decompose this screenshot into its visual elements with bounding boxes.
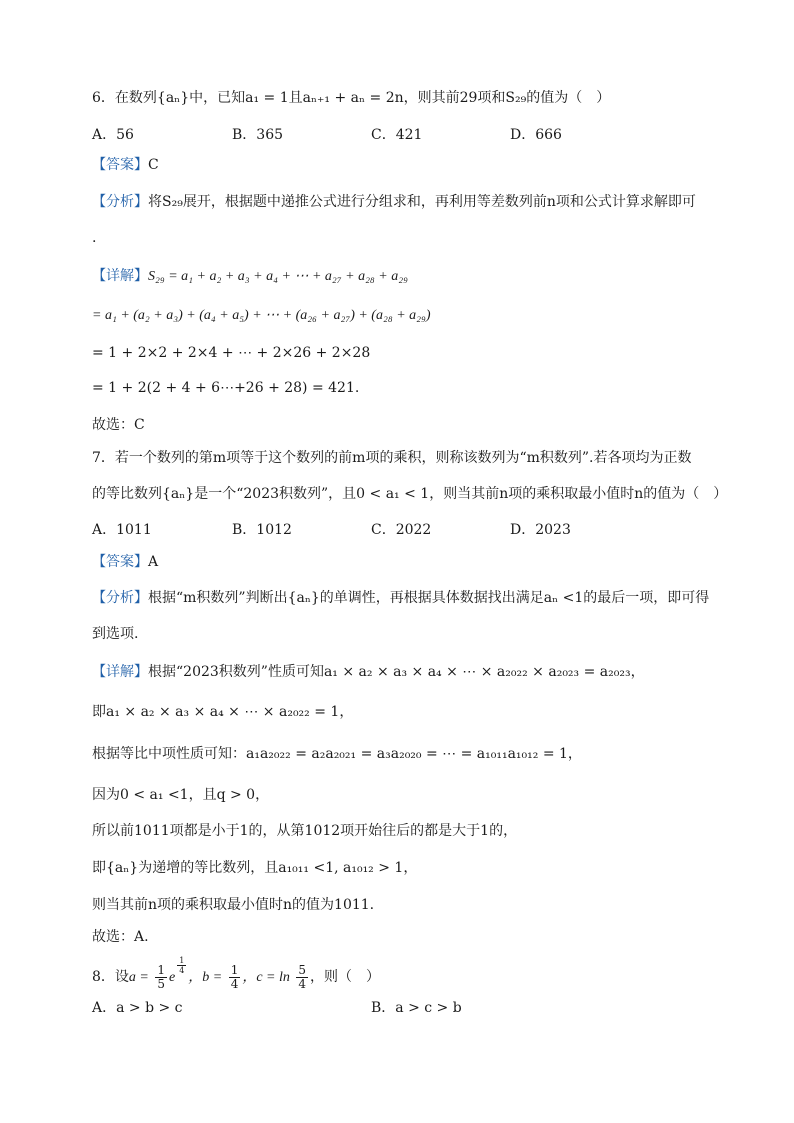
q8-suffix: ，则（ ） bbox=[309, 969, 380, 985]
q7-detail-line-7: 则当其前n项的乘积取最小值时n的值为1011. bbox=[92, 897, 375, 913]
q8-c-fraction bbox=[296, 964, 308, 991]
answer-tag: 【答案】 bbox=[92, 554, 148, 570]
analysis-text: 根据“m积数列”判断出{aₙ}的单调性，再根据具体数据找出满足aₙ <1的最后一项，即可得 bbox=[148, 590, 710, 606]
q7-analysis-line-2: 到选项. bbox=[92, 626, 139, 642]
fraction-numerator: 1 bbox=[157, 962, 165, 977]
detail-tag: 【详解】 bbox=[92, 664, 148, 680]
q6-option-a: A．56 bbox=[92, 127, 134, 143]
q8-a-label: a = bbox=[128, 970, 149, 985]
q6-analysis-continued: . bbox=[92, 230, 97, 246]
q7-detail-line-6: 即{aₙ}为递增的等比数列，且a₁₀₁₁ <1, a₁₀₁₂ > 1， bbox=[92, 860, 418, 876]
q8-prefix: 8．设 bbox=[92, 969, 129, 985]
q8-stem bbox=[92, 956, 380, 991]
q7-option-b: B．1012 bbox=[232, 522, 292, 538]
q7-analysis-line-1 bbox=[92, 588, 709, 608]
q8-option-b: B．a > c > b bbox=[371, 1000, 462, 1016]
analysis-text: 将S₂₉展开，根据题中递推公式进行分组求和，再利用等差数列前n项和公式计算求解即可 bbox=[148, 194, 696, 210]
q7-detail-line-4: 因为0 < a₁ <1，且q > 0， bbox=[92, 787, 270, 803]
q7-detail-line-3: 根据等比中项性质可知：a₁a₂₀₂₂ = a₂a₂₀₂₁ = a₃a₂₀₂₀ = ⋯ = a₁₀₁₁a₁₀₁₂ = 1， bbox=[92, 746, 582, 762]
fraction-numerator: 5 bbox=[298, 962, 306, 977]
q7-detail-line-1 bbox=[92, 662, 645, 682]
q6-answer bbox=[92, 155, 159, 175]
q6-option-d: D．666 bbox=[510, 127, 562, 143]
q7-detail-line-5: 所以前1011项都是小于1的，从第1012项开始往后的都是大于1的， bbox=[92, 823, 518, 839]
q6-detail-line-1 bbox=[92, 266, 408, 287]
q8-a-exp-base: e bbox=[168, 970, 176, 985]
q7-detail-line-2: 即a₁ × a₂ × a₃ × a₄ × ⋯ × a₂₀₂₂ = 1， bbox=[92, 704, 354, 720]
q6-detail-line-4: = 1 + 2(2 + 4 + 6⋯+26 + 28) = 421. bbox=[92, 380, 360, 396]
q6-detail-line-3: = 1 + 2×2 + 2×4 + ⋯ + 2×26 + 2×28 bbox=[92, 345, 371, 361]
fraction-numerator: 1 bbox=[230, 962, 239, 977]
exponent-numerator: 1 bbox=[179, 956, 185, 965]
q6-detail-line-2: = a₁ + (a₂ + a₃) + (a₄ + a₅) + ⋯ + (a₂₆ + a₂₇) + (a₂₈ + a₂₉) bbox=[92, 308, 431, 323]
fraction-denominator: 5 bbox=[157, 976, 165, 991]
fraction-denominator: 4 bbox=[230, 976, 239, 991]
q6-option-c: C．421 bbox=[371, 127, 423, 143]
q8-b-fraction bbox=[229, 964, 241, 991]
q7-option-c: C．2022 bbox=[371, 522, 432, 538]
answer-value: C bbox=[148, 157, 159, 173]
q7-choose: 故选：A. bbox=[92, 929, 149, 945]
answer-value: A bbox=[148, 554, 159, 570]
detail-text: 根据“2023积数列”性质可知a₁ × a₂ × a₃ × a₄ × ⋯ × a₂₀₂₂ × a₂₀₂₃ = a₂₀₂₃， bbox=[148, 664, 645, 680]
answer-tag: 【答案】 bbox=[92, 157, 148, 173]
exponent-denominator: 4 bbox=[179, 966, 185, 975]
q8-b-label: ，b = bbox=[188, 970, 223, 985]
analysis-tag: 【分析】 bbox=[92, 590, 148, 606]
fraction-denominator: 4 bbox=[298, 976, 306, 991]
q7-option-d: D．2023 bbox=[510, 522, 571, 538]
q7-option-a: A．1011 bbox=[92, 522, 152, 538]
detail-tag: 【详解】 bbox=[92, 268, 148, 284]
q7-stem-line-2: 的等比数列{aₙ}是一个“2023积数列”，且0 < a₁ < 1，则当其前n项的乘积取最小值时n的值为（ ） bbox=[92, 486, 728, 502]
q8-c-label: ，c = ln bbox=[242, 970, 290, 985]
analysis-tag: 【分析】 bbox=[92, 194, 148, 210]
q7-answer bbox=[92, 552, 158, 572]
q7-stem-line-1: 7．若一个数列的第m项等于这个数列的前m项的乘积，则称该数列为“m积数列”.若各项均为正数 bbox=[92, 450, 692, 466]
q6-option-b: B．365 bbox=[232, 127, 284, 143]
formula: S₂₉ = a₁ + a₂ + a₃ + a₄ + ⋯ + a₂₇ + a₂₈ + a₂₉ bbox=[148, 269, 408, 284]
q6-analysis bbox=[92, 192, 696, 212]
q8-a-fraction bbox=[155, 964, 167, 991]
q6-stem: 6．在数列{aₙ}中，已知a₁ = 1且aₙ₊₁ + aₙ = 2n，则其前29项和S₂₉的值为（ ） bbox=[92, 90, 611, 106]
q8-option-a: A．a > b > c bbox=[92, 1000, 183, 1016]
q8-a-exponent bbox=[177, 956, 186, 975]
q6-choose: 故选：C bbox=[92, 417, 145, 433]
